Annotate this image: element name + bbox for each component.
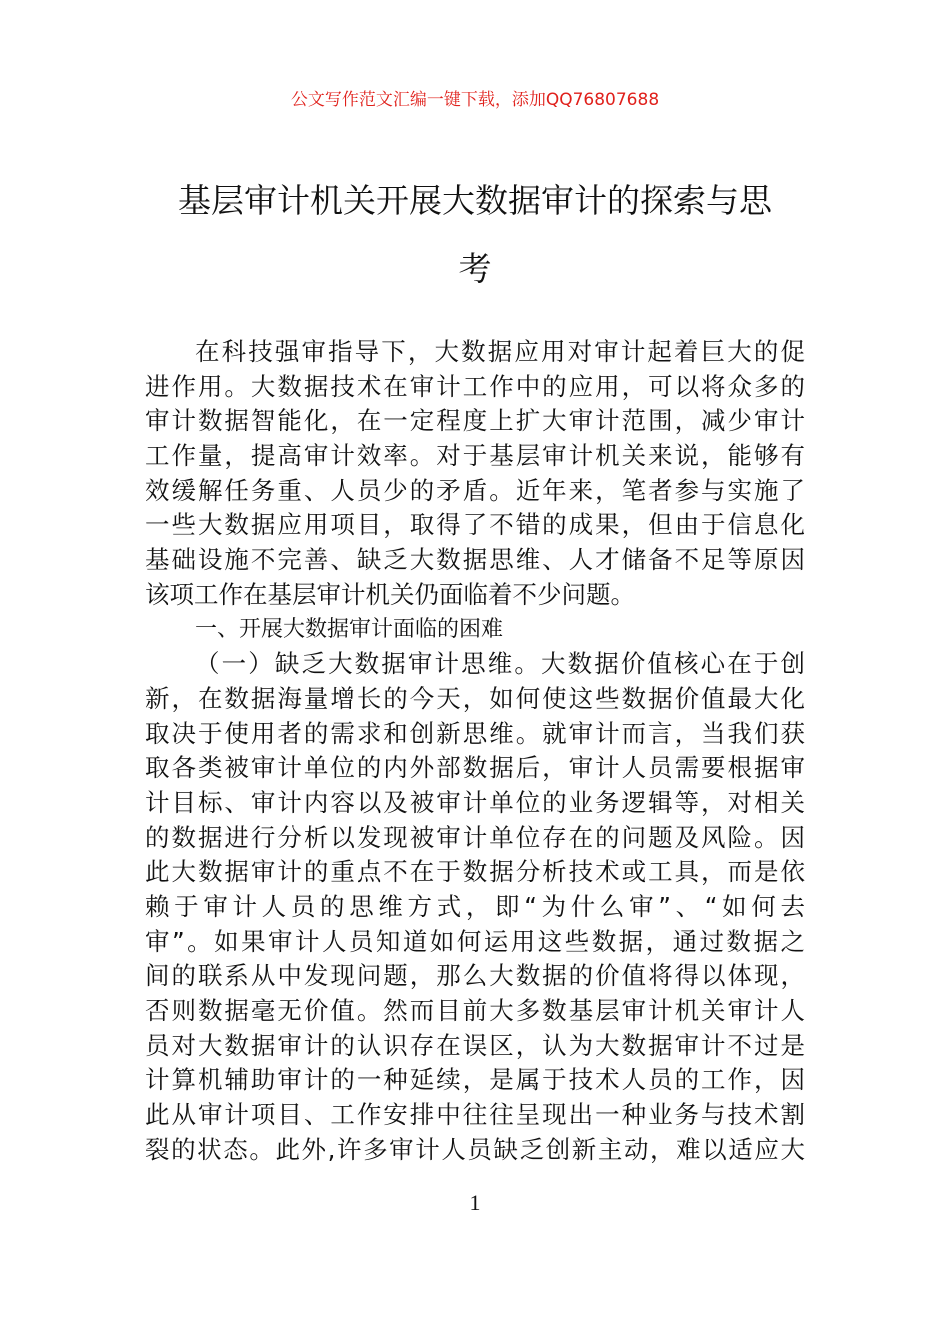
text-line: 此从审计项目、工作安排中往往呈现出一种业务与技术割 — [145, 1100, 805, 1130]
text-line: 的数据进行分析以发现被审计单位存在的问题及风险。因 — [145, 822, 805, 852]
text-line: 在科技强审指导下，大数据应用对审计起着巨大的促 — [195, 337, 805, 366]
text-line: 一些大数据应用项目，取得了不错的成果，但由于信息化 — [145, 510, 805, 540]
text-line: 基础设施不完善、缺乏大数据思维、人才储备不足等原因 — [145, 545, 805, 575]
document-title-line-1: 基层审计机关开展大数据审计的探索与思 — [178, 181, 772, 220]
document-title-line-2: 考 — [458, 249, 492, 288]
text-line: 取决于使用者的需求和创新思维。就审计而言，当我们获 — [145, 718, 805, 748]
text-line: 赖于审计人员的思维方式，即“为什么审”、“如何去 — [145, 892, 805, 921]
watermark-download-notice: 公文写作范文汇编一键下载，添加QQ76807688 — [290, 90, 660, 110]
section-heading: 一、开展大数据审计面临的困难 — [195, 616, 504, 642]
text-line: 审计数据智能化，在一定程度上扩大审计范围，减少审计 — [145, 406, 805, 436]
text-line: 取各类被审计单位的内外部数据后，审计人员需要根据审 — [145, 753, 805, 783]
text-line: 计目标、审计内容以及被审计单位的业务逻辑等，对相关 — [145, 787, 805, 817]
text-line: （一）缺乏大数据审计思维。大数据价值核心在于创 — [195, 649, 805, 679]
text-line: 新，在数据海量增长的今天，如何使这些数据价值最大化 — [145, 683, 805, 713]
text-line: 该项工作在基层审计机关仍面临着不少问题。 — [145, 579, 635, 609]
text-line: 效缓解任务重、人员少的矛盾。近年来，笔者参与实施了 — [145, 475, 805, 505]
text-line: 计算机辅助审计的一种延续，是属于技术人员的工作，因 — [145, 1065, 805, 1095]
document-body — [145, 335, 805, 1168]
text-line: 员对大数据审计的认识存在误区，认为大数据审计不过是 — [145, 1030, 805, 1060]
page-number: 1 — [469, 1190, 481, 1215]
text-line: 工作量，提高审计效率。对于基层审计机关来说，能够有 — [145, 441, 805, 471]
text-line: 审”。如果审计人员知道如何运用这些数据，通过数据之 — [145, 926, 805, 956]
text-line: 进作用。大数据技术在审计工作中的应用，可以将众多的 — [145, 371, 805, 401]
text-line: 否则数据毫无价值。然而目前大多数基层审计机关审计人 — [145, 996, 805, 1026]
text-line: 裂的状态。此外,许多审计人员缺乏创新主动，难以适应大 — [145, 1134, 805, 1164]
text-line: 此大数据审计的重点不在于数据分析技术或工具，而是依 — [145, 857, 805, 887]
text-line: 间的联系从中发现问题，那么大数据的价值将得以体现， — [145, 961, 805, 991]
